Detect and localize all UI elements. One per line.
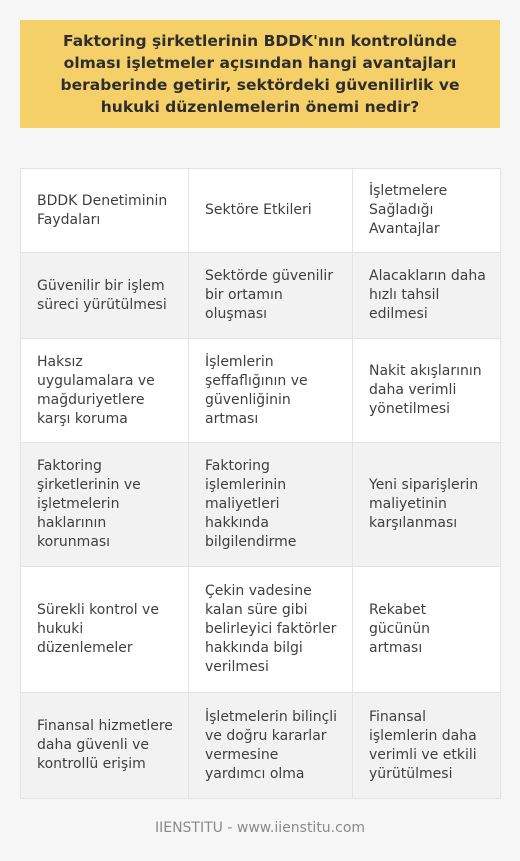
table-header-cell: Sektöre Etkileri	[189, 169, 353, 253]
table-cell: Haksız uygulamalara ve mağduriyetlere karşı koruma	[21, 339, 189, 443]
table-row	[21, 443, 501, 567]
table-cell: İşletmelerin bilinçli ve doğru kararlar vermesine yardımcı olma	[189, 693, 353, 799]
table-row	[21, 567, 501, 693]
table-cell: Finansal hizmetlere daha güvenli ve kontrollü erişim	[21, 693, 189, 799]
title-banner	[20, 20, 500, 128]
table-cell: Sektörde güvenilir bir ortamın oluşması	[189, 253, 353, 339]
table-row	[21, 339, 501, 443]
table-cell: Rekabet gücünün artması	[353, 567, 501, 693]
table-cell: Çekin vadesine kalan süre gibi belirleyici faktörler hakkında bilgi verilmesi	[189, 567, 353, 693]
footer-credit: IIENSTITU - www.iienstitu.com	[154, 820, 366, 836]
table-cell: Faktoring şirketlerinin ve işletmelerin haklarının korunması	[21, 443, 189, 567]
table-cell: Yeni siparişlerin maliyetinin karşılanması	[353, 443, 501, 567]
table-header-row	[21, 169, 501, 253]
table-cell: İşlemlerin şeffaflığının ve güvenliğinin artması	[189, 339, 353, 443]
table-cell: Nakit akışlarının daha verimli yönetilmesi	[353, 339, 501, 443]
table-header-cell: BDDK Denetiminin Faydaları	[21, 169, 189, 253]
table-header-cell: İşletmelere Sağladığı Avantajlar	[353, 169, 501, 253]
comparison-table	[20, 168, 501, 799]
table-cell: Alacakların daha hızlı tahsil edilmesi	[353, 253, 501, 339]
table-row	[21, 693, 501, 799]
table-cell: Faktoring işlemlerinin maliyetleri hakkında bilgilendirme	[189, 443, 353, 567]
table-cell: Finansal işlemlerin daha verimli ve etkili yürütülmesi	[353, 693, 501, 799]
page-title: Faktoring şirketlerinin BDDK'nın kontrolünde olması işletmeler açısından hangi avantajları beraberinde getirir, sektördeki güvenilirlik ve hukuki düzenlemelerin önemi nedir?	[60, 32, 460, 116]
table-cell: Güvenilir bir işlem süreci yürütülmesi	[21, 253, 189, 339]
table-row	[21, 253, 501, 339]
table-cell: Sürekli kontrol ve hukuki düzenlemeler	[21, 567, 189, 693]
